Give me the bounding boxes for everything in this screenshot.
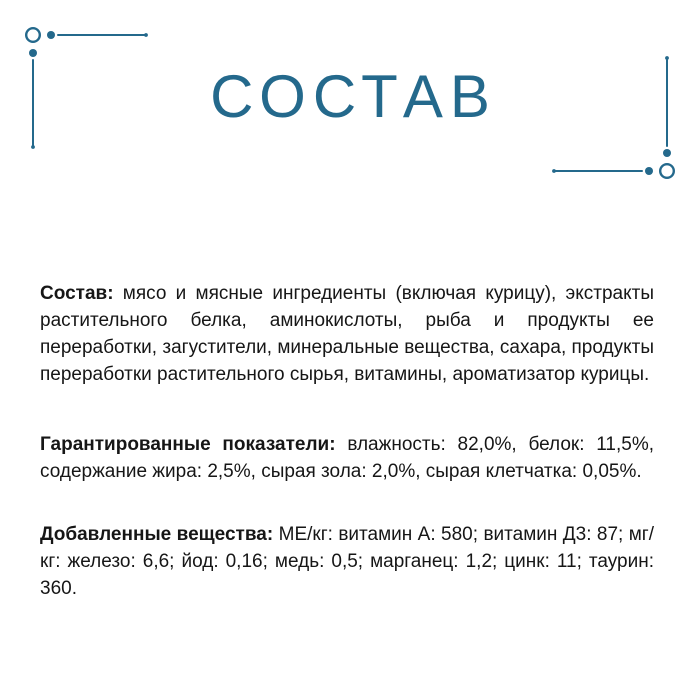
guaranteed-analysis-label: Гарантированные показатели: (40, 434, 336, 455)
additives-paragraph (40, 521, 654, 602)
additives-text: МЕ/кг: витамин А: 580; витамин Д3: 87; мг/кг: железо: 6,6; йод: 0,16; медь: 0,5; марганец: 1,2; цинк: 11; таурин: 360. (40, 524, 655, 599)
composition-label: Состав: (40, 283, 114, 304)
composition-paragraph (40, 280, 654, 388)
content-area (40, 280, 654, 602)
guaranteed-analysis-paragraph (40, 431, 654, 485)
ring-icon (26, 28, 40, 42)
composition-text: мясо и мясные ингредиенты (включая курицу), экстракты растительного белка, аминокислоты, рыба и продукты ее переработки, загустители, минеральные вещества, сахара, продукты переработки растительного сырья, витамины, ароматизатор курицы. (40, 283, 654, 385)
ring-icon (660, 164, 674, 178)
additives-label: Добавленные вещества: (40, 524, 274, 545)
dot-icon (663, 149, 671, 157)
guaranteed-analysis-text: влажность: 82,0%, белок: 11,5%, содержание жира: 2,5%, сырая зола: 2,0%, сырая клетчатка: 0,05%. (40, 434, 655, 482)
dot-icon (665, 56, 669, 60)
dot-icon (645, 167, 653, 175)
dot-icon (47, 31, 55, 39)
dot-icon (552, 169, 556, 173)
dot-icon (144, 33, 148, 37)
dot-icon (31, 145, 35, 149)
page-title: СОСТАВ (210, 63, 497, 130)
dot-icon (29, 49, 37, 57)
